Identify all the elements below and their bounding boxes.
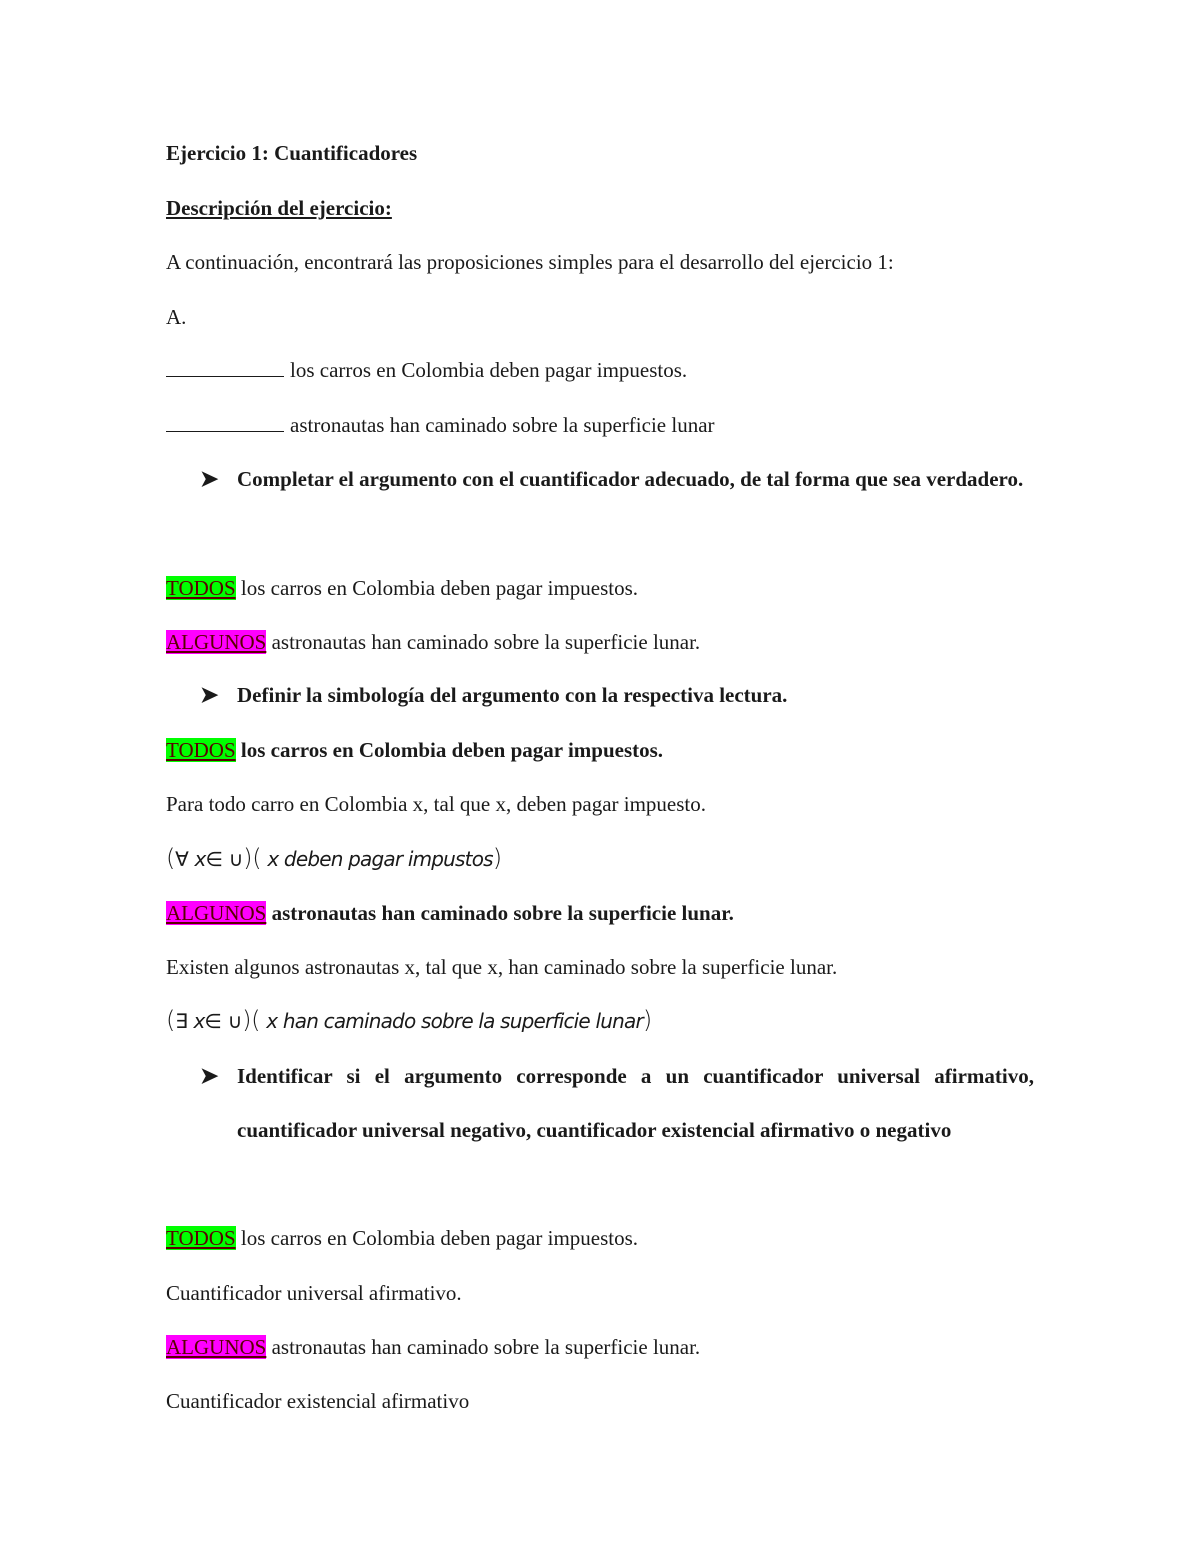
arrowhead-bullet-icon: ➤	[200, 682, 219, 707]
paren: )	[242, 1006, 252, 1034]
instruction-text: Definir la simbología del argumento con la respectiva lectura.	[237, 683, 788, 707]
arrowhead-bullet-icon: ➤	[200, 466, 219, 491]
reading-2: Existen algunos astronautas x, tal que x, han caminado sobre la superficie lunar.	[166, 955, 838, 979]
quantifier-todos: TODOS	[166, 1226, 236, 1250]
quantifier-algunos: ALGUNOS	[166, 1335, 267, 1359]
section-label: A.	[166, 305, 187, 329]
paren: )	[492, 844, 502, 872]
paren: )	[243, 844, 253, 872]
symbology-1-statement	[166, 735, 663, 765]
paren: (	[166, 844, 176, 872]
union-symbol: ∪	[227, 1009, 243, 1033]
predicate: x deben pagar impustos	[267, 847, 493, 871]
description-heading: Descripción del ejercicio:	[166, 196, 392, 220]
answer-1	[166, 573, 638, 603]
quantifier-algunos: ALGUNOS	[166, 901, 267, 925]
symbology-2-statement	[166, 898, 734, 928]
blank-proposition-1	[166, 355, 687, 385]
predicate: x han caminado sobre la superficie lunar	[266, 1009, 643, 1033]
fill-in-blank	[166, 411, 284, 432]
variable: x	[194, 847, 206, 871]
arrowhead-bullet-icon: ➤	[200, 1063, 219, 1088]
reading-1: Para todo carro en Colombia x, tal que x, deben pagar impuesto.	[166, 792, 707, 816]
identification-2-type: Cuantificador existencial afirmativo	[166, 1389, 470, 1413]
formula-1	[166, 843, 502, 874]
identification-2	[166, 1332, 700, 1362]
intro-paragraph: A continuación, encontrará las proposiciones simples para el desarrollo del ejercicio 1:	[166, 250, 894, 274]
quantifier-todos: TODOS	[166, 738, 236, 762]
blank-proposition-2	[166, 410, 715, 440]
paren: )	[642, 1006, 652, 1034]
instruction-text: Completar el argumento con el cuantificador adecuado, de tal forma que sea verdadero.	[237, 467, 1024, 491]
element-of-symbol: ∈	[204, 1009, 222, 1033]
statement-text: astronautas han caminado sobre la superficie lunar.	[271, 901, 734, 925]
statement-text: los carros en Colombia deben pagar impuestos.	[240, 1226, 639, 1250]
identification-1	[166, 1223, 638, 1253]
instruction-bullet-1	[200, 464, 1034, 564]
identification-1-type: Cuantificador universal afirmativo.	[166, 1281, 462, 1305]
paren: (	[251, 1006, 261, 1034]
instruction-text: Identificar si el argumento corresponde a un cuantificador universal afirmativo, cuantificador universal negativo, cuantificador existencial afirmativo o negativo	[237, 1064, 1034, 1142]
quantifier-todos: TODOS	[166, 576, 236, 600]
instruction-bullet-2	[200, 680, 1034, 720]
existential-quantifier-symbol: ∃	[175, 1009, 188, 1033]
paren: (	[166, 1006, 176, 1034]
fill-in-blank	[166, 356, 284, 377]
answer-text: los carros en Colombia deben pagar impuestos.	[240, 576, 639, 600]
statement-text: los carros en Colombia deben pagar impuestos.	[240, 738, 664, 762]
proposition-text: los carros en Colombia deben pagar impuestos.	[290, 358, 688, 382]
universal-quantifier-symbol: ∀	[175, 847, 189, 871]
instruction-bullet-3	[200, 1061, 1034, 1221]
element-of-symbol: ∈	[205, 847, 223, 871]
variable: x	[193, 1009, 205, 1033]
formula-2	[166, 1005, 652, 1036]
exercise-title: Ejercicio 1: Cuantificadores	[166, 141, 418, 165]
answer-text: astronautas han caminado sobre la superficie lunar.	[271, 630, 701, 654]
answer-2	[166, 627, 700, 657]
quantifier-algunos: ALGUNOS	[166, 630, 267, 654]
proposition-text: astronautas han caminado sobre la superficie lunar	[290, 413, 715, 437]
statement-text: astronautas han caminado sobre la superficie lunar.	[271, 1335, 701, 1359]
paren: (	[252, 844, 262, 872]
union-symbol: ∪	[228, 847, 244, 871]
